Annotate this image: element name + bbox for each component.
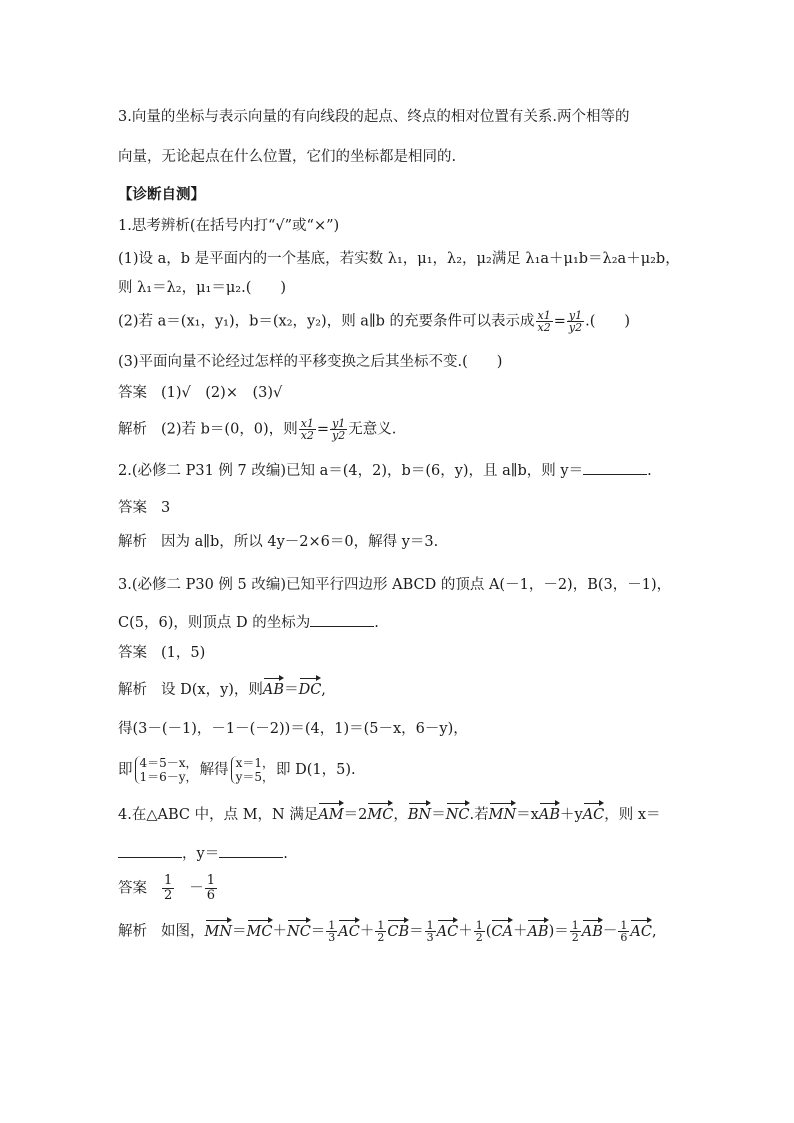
fraction: $\frac{1}{3}$ (426, 919, 434, 944)
answer-value: (1，5) (161, 645, 206, 661)
answer-line (118, 383, 282, 403)
question-1-statement-1-cont: 则 λ₁＝λ₂，μ₁＝μ₂.( ) (118, 280, 287, 296)
fraction: $\frac{1}{2}$ (571, 919, 579, 944)
fraction: $\frac{1}{2}$ (377, 919, 385, 944)
analysis-line: 解析 如图，MN＝MC＋NC＝ $\frac{1}{3}$ AC＋ $\frac{1}{2}$ CB＝ $\frac{1}{3}$ AC＋ $\frac{1}{2}$ (CA＋AB)＝ $\frac{1}{2}$ AB－ $\frac{1}{6}$ AC, (118, 919, 657, 944)
question-3-line-1: 3.(必修二 P30 例 5 改编)已知平行四边形 ABCD 的顶点 A(－1，－2)，B(3，－1)， (118, 577, 672, 593)
answer-value: (1)√ (2)× (3)√ (161, 385, 283, 401)
question-1-statement-2: (2)若 a＝(x₁，y₁)，b＝(x₂，y₂)，则 a∥b 的充要条件可以表示成 $\frac{x1}{x2}$ = $\frac{y1}{y2}$ .( ) (118, 309, 631, 334)
vector-AB: AB (262, 682, 285, 698)
analysis-line-3: 即 4＝5－x， 1＝6－y， 解得 x＝1， y＝5， 即 D(1，5). (118, 756, 356, 784)
answer-value: 3 (161, 500, 171, 516)
question-2: 2.(必修二 P31 例 7 改编)已知 a＝(4，2)，b＝(6，y)，且 a∥b，则 y＝ . (118, 460, 652, 481)
answer-label: 答案 (118, 880, 147, 897)
answer-blank (583, 460, 647, 475)
question-4-line-2: ，y＝ . (118, 843, 288, 864)
answer-blank (118, 843, 182, 858)
fraction: $\frac{y1}{y2}$ (568, 309, 583, 334)
fraction: $\frac{x1}{x2}$ (300, 417, 314, 442)
equation-system: x＝1， y＝5， (231, 756, 274, 784)
vector-AC: AC (582, 807, 605, 823)
equation-system: 4＝5－x， 1＝6－y， (135, 756, 198, 784)
fraction: $\frac{x1}{x2}$ (537, 309, 551, 334)
analysis-line: 解析 因为 a∥b，所以 4y－2×6＝0，解得 y＝3. (118, 534, 439, 550)
vector-AB: AB (538, 807, 560, 823)
analysis-label: 解析 (118, 534, 147, 550)
paragraph-line: 3.向量的坐标与表示向量的有向线段的起点、终点的相对位置有关系.两个相等的 (118, 109, 630, 125)
vector-DC: DC (298, 682, 322, 698)
analysis-label: 解析 (118, 421, 147, 438)
answer-line (118, 498, 170, 518)
answer-label: 答案 (118, 500, 147, 516)
fraction: $\frac{1}{2}$ (475, 919, 483, 944)
fraction: $\frac{1}{3}$ (328, 919, 336, 944)
statement-2-text: (2)若 a＝(x₁，y₁)，b＝(x₂，y₂)，则 a∥b 的充要条件可以表示成 (118, 313, 535, 330)
vector-AM: AM (318, 807, 344, 823)
answer-blank (310, 612, 374, 627)
fraction: $\frac{y1}{y2}$ (332, 417, 346, 442)
question-1-title: 1.思考辨析(在括号内打“√”或“×”) (118, 218, 340, 234)
question-3-line-2: C(5，6)，则顶点 D 的坐标为 . (118, 612, 379, 633)
fraction: $\frac{1}{6}$ (620, 919, 628, 944)
analysis-line: 解析 (2)若 b＝(0，0)，则 $\frac{x1}{x2}$ = $\frac{y1}{y2}$ 无意义. (118, 417, 397, 442)
answer-line: 答案 $\frac{1}{2}$ － $\frac{1}{6}$ (118, 873, 216, 903)
section-heading: 【诊断自测】 (118, 187, 205, 203)
paragraph-line: 向量，无论起点在什么位置，它们的坐标都是相同的. (118, 149, 457, 165)
analysis-label: 解析 (118, 682, 147, 698)
vector-MN: MN (488, 807, 517, 823)
answer-label: 答案 (118, 645, 147, 661)
answer-blank (219, 843, 283, 858)
vector-NC: NC (445, 807, 470, 823)
question-4-line-1: 4.在△ABC 中，点 M，N 满足AM＝2MC，BN＝NC.若MN＝xAB＋yAC，则 x＝ (118, 807, 661, 823)
fraction: $\frac{1}{6}$ (206, 873, 216, 903)
question-1-statement-1: (1)设 a，b 是平面内的一个基底，若实数 λ₁，μ₁，λ₂，μ₂满足 λ₁a＋μ₁b＝λ₂a＋μ₂b， (118, 251, 680, 267)
vector-MC: MC (367, 807, 394, 823)
answer-label: 答案 (118, 385, 147, 401)
answer-line (118, 643, 205, 663)
analysis-line: 解析 设 D(x，y)，则AB＝DC, (118, 682, 326, 698)
question-1-statement-3: (3)平面向量不论经过怎样的平移变换之后其坐标不变.( ) (118, 354, 503, 370)
analysis-label: 解析 (118, 923, 147, 940)
fraction: $\frac{1}{2}$ (164, 873, 173, 903)
analysis-line-2: 得(3－(－1)，－1－(－2))＝(4，1)＝(5－x，6－y)， (118, 721, 468, 737)
vector-BN: BN (407, 807, 432, 823)
